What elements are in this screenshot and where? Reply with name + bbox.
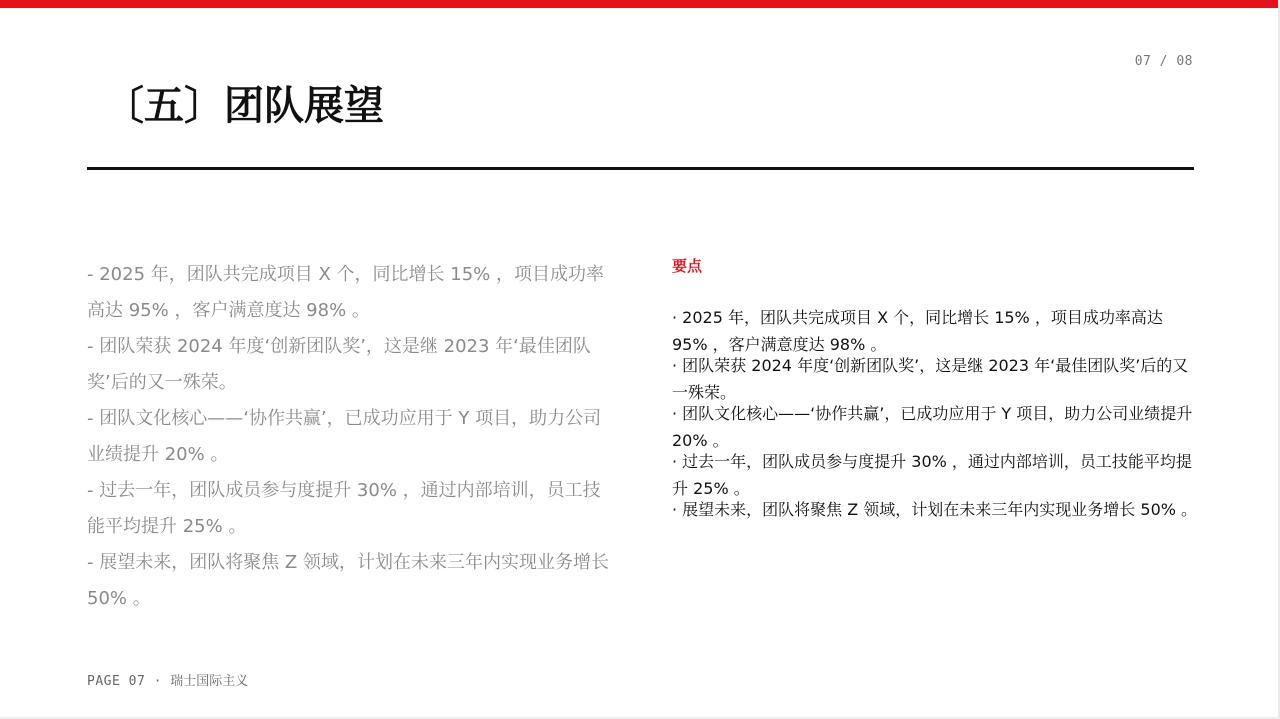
key-points-list [672, 304, 1202, 544]
key-point-item: · 2025 年，团队共完成项目 X 个，同比增长 15% ，项目成功率高达 95% ，客户满意度达 98% 。 [672, 308, 1163, 354]
key-point-item: · 团队文化核心——‘协作共赢’，已成功应用于 Y 项目，助力公司业绩提升 20% 。 [672, 404, 1193, 450]
key-point-item: · 团队荣获 2024 年度‘创新团队奖’，这是继 2023 年‘最佳团队奖’后的又一殊荣。 [672, 356, 1189, 402]
key-points-heading: 要点 [672, 257, 703, 275]
left-bullet-item: - 过去一年，团队成员参与度提升 30% ，通过内部培训，员工技能平均提升 25% 。 [87, 480, 601, 537]
footer-page-label: PAGE 07 · [87, 674, 171, 689]
left-bullet-item: - 团队文化核心——‘协作共赢’，已成功应用于 Y 项目，助力公司业绩提升 20% 。 [87, 408, 602, 465]
footer [87, 670, 248, 689]
left-bullet-list [87, 257, 617, 617]
key-point-item: · 展望未来，团队将聚焦 Z 领域，计划在未来三年内实现业务增长 50% 。 [672, 500, 1198, 519]
page-counter: 07 / 08 [1134, 54, 1193, 69]
slide-title: 〔五〕团队展望 [104, 83, 384, 129]
left-bullet-item: - 展望未来，团队将聚焦 Z 领域，计划在未来三年内实现业务增长 50% 。 [87, 552, 609, 609]
title-divider [87, 167, 1194, 170]
top-accent-bar [0, 0, 1280, 8]
footer-brand: 瑞士国际主义 [170, 674, 249, 689]
left-bullet-item: - 团队荣获 2024 年度‘创新团队奖’，这是继 2023 年‘最佳团队奖’后的又一殊荣。 [87, 336, 591, 393]
left-bullet-item: - 2025 年，团队共完成项目 X 个，同比增长 15% ，项目成功率高达 95% ，客户满意度达 98% 。 [87, 264, 604, 321]
key-point-item: · 过去一年，团队成员参与度提升 30% ，通过内部培训，员工技能平均提升 25% 。 [672, 452, 1192, 498]
